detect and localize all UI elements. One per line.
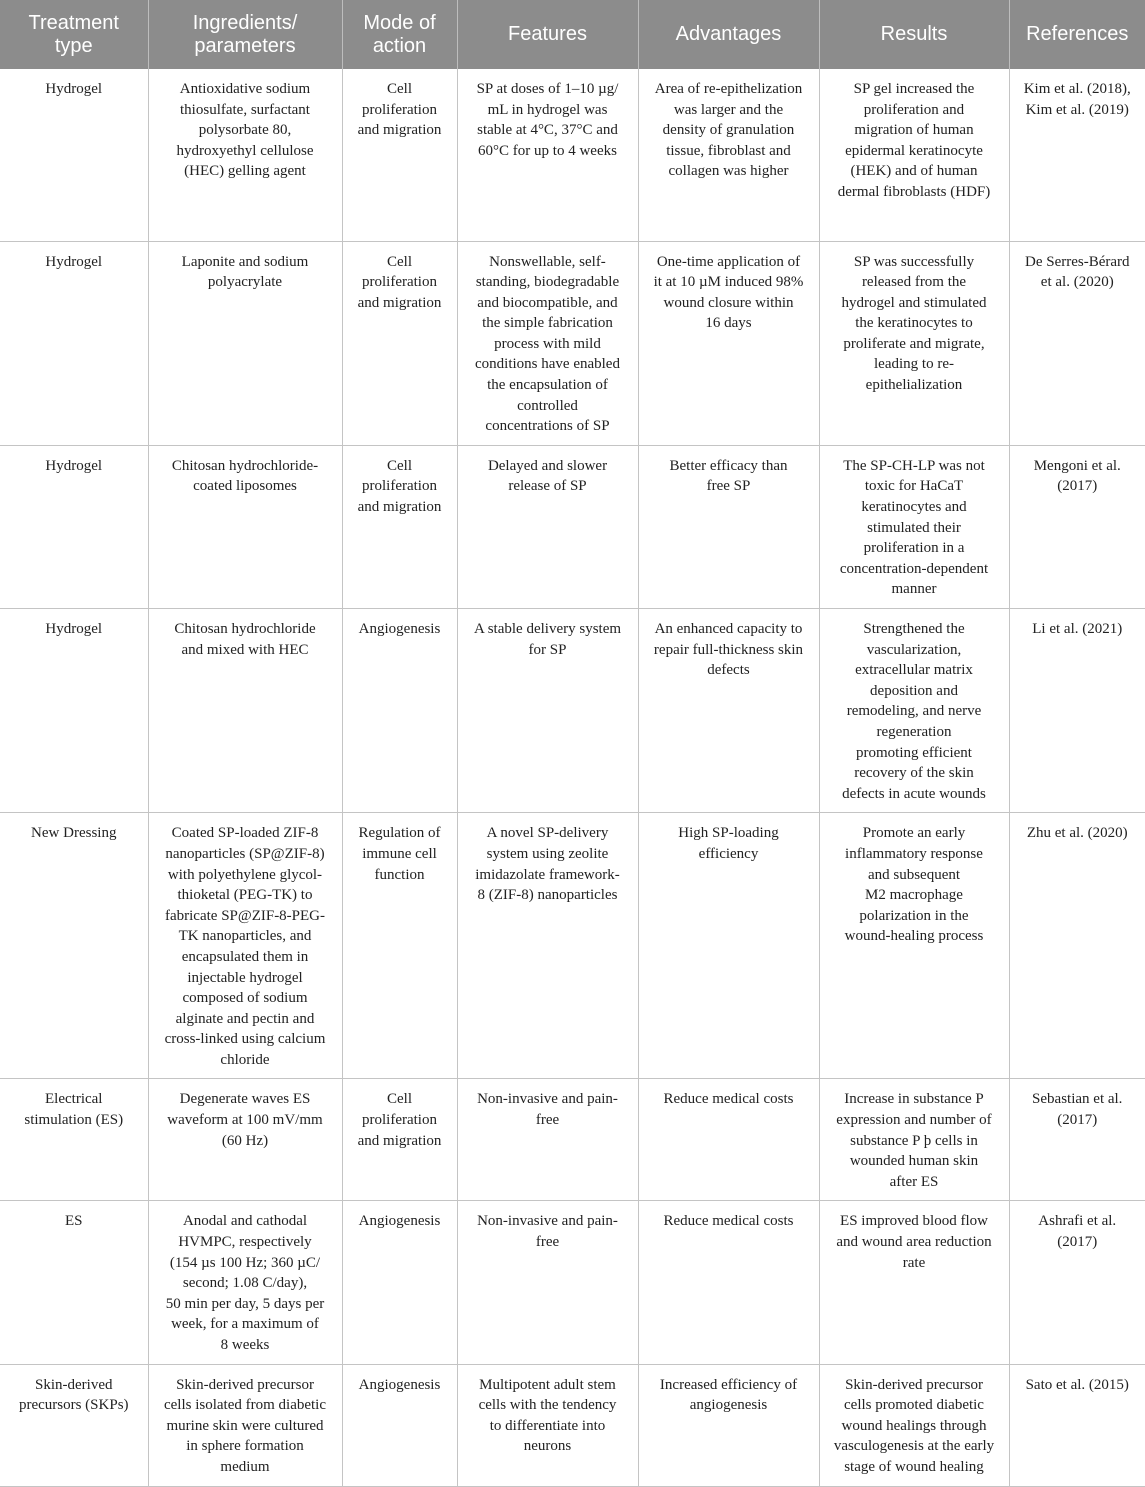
cell-treatment: New Dressing <box>0 813 148 1079</box>
cell-ingredients: Antioxidative sodium thiosulfate, surfactant polysorbate 80, hydroxyethyl cellulose (HEC) gelling agent <box>148 69 342 241</box>
cell-results: Strengthened the vascularization, extracellular matrix deposition and remodeling, and nerve regeneration promoting efficient recovery of the skin defects in acute wounds <box>819 609 1009 813</box>
cell-features: SP at doses of 1–10 µg/ mL in hydrogel was stable at 4°C, 37°C and 60°C for up to 4 weeks <box>457 69 638 241</box>
cell-mode: Angiogenesis <box>342 609 457 813</box>
header-advantages: Advantages <box>638 0 819 69</box>
cell-references: Sato et al. (2015) <box>1009 1364 1145 1486</box>
header-row <box>0 0 1145 69</box>
cell-features: Non-invasive and pain- free <box>457 1201 638 1364</box>
cell-mode: Cell proliferation and migration <box>342 241 457 445</box>
cell-references: Zhu et al. (2020) <box>1009 813 1145 1079</box>
cell-advantages: Reduce medical costs <box>638 1201 819 1364</box>
cell-results: Skin-derived precursor cells promoted diabetic wound healings through vasculogenesis at the early stage of wound healing <box>819 1364 1009 1486</box>
cell-treatment: Hydrogel <box>0 609 148 813</box>
cell-treatment: Hydrogel <box>0 69 148 241</box>
cell-results: SP was successfully released from the hydrogel and stimulated the keratinocytes to proliferate and migrate, leading to re- epithelialization <box>819 241 1009 445</box>
cell-references: Sebastian et al. (2017) <box>1009 1079 1145 1201</box>
cell-mode: Angiogenesis <box>342 1364 457 1486</box>
header-treatment-type: Treatment type <box>0 0 148 69</box>
header-ingredients: Ingredients/ parameters <box>148 0 342 69</box>
cell-treatment: Hydrogel <box>0 445 148 608</box>
cell-advantages: One-time application of it at 10 µM induced 98% wound closure within 16 days <box>638 241 819 445</box>
table-row <box>0 69 1145 241</box>
table-row <box>0 1201 1145 1364</box>
cell-mode: Cell proliferation and migration <box>342 69 457 241</box>
cell-advantages: Increased efficiency of angiogenesis <box>638 1364 819 1486</box>
header-features: Features <box>457 0 638 69</box>
header-references: References <box>1009 0 1145 69</box>
cell-features: A novel SP-delivery system using zeolite imidazolate framework- 8 (ZIF-8) nanoparticles <box>457 813 638 1079</box>
cell-results: Increase in substance P expression and number of substance P þ cells in wounded human skin after ES <box>819 1079 1009 1201</box>
cell-references: Li et al. (2021) <box>1009 609 1145 813</box>
cell-treatment: Electrical stimulation (ES) <box>0 1079 148 1201</box>
cell-references: De Serres-Bérard et al. (2020) <box>1009 241 1145 445</box>
cell-references: Mengoni et al. (2017) <box>1009 445 1145 608</box>
cell-features: Multipotent adult stem cells with the tendency to differentiate into neurons <box>457 1364 638 1486</box>
cell-results: SP gel increased the proliferation and migration of human epidermal keratinocyte (HEK) and of human dermal fibroblasts (HDF) <box>819 69 1009 241</box>
cell-advantages: Area of re-epithelization was larger and the density of granulation tissue, fibroblast and collagen was higher <box>638 69 819 241</box>
cell-treatment: Hydrogel <box>0 241 148 445</box>
header-mode-of-action: Mode of action <box>342 0 457 69</box>
cell-ingredients: Anodal and cathodal HVMPC, respectively (154 µs 100 Hz; 360 µC/ second; 1.08 C/day), 50 min per day, 5 days per week, for a maximum of 8 weeks <box>148 1201 342 1364</box>
table-row <box>0 813 1145 1079</box>
cell-ingredients: Chitosan hydrochloride- coated liposomes <box>148 445 342 608</box>
cell-results: The SP-CH-LP was not toxic for HaCaT keratinocytes and stimulated their proliferation in a concentration-dependent manner <box>819 445 1009 608</box>
table-row <box>0 1364 1145 1486</box>
header-results: Results <box>819 0 1009 69</box>
cell-advantages: Better efficacy than free SP <box>638 445 819 608</box>
cell-results: ES improved blood flow and wound area reduction rate <box>819 1201 1009 1364</box>
cell-ingredients: Skin-derived precursor cells isolated from diabetic murine skin were cultured in sphere formation medium <box>148 1364 342 1486</box>
cell-features: Non-invasive and pain- free <box>457 1079 638 1201</box>
cell-ingredients: Degenerate waves ES waveform at 100 mV/mm (60 Hz) <box>148 1079 342 1201</box>
table-row <box>0 241 1145 445</box>
cell-references: Ashrafi et al. (2017) <box>1009 1201 1145 1364</box>
cell-treatment: ES <box>0 1201 148 1364</box>
cell-references: Kim et al. (2018), Kim et al. (2019) <box>1009 69 1145 241</box>
cell-results: Promote an early inflammatory response and subsequent M2 macrophage polarization in the wound-healing process <box>819 813 1009 1079</box>
table-row <box>0 445 1145 608</box>
cell-ingredients: Coated SP-loaded ZIF-8 nanoparticles (SP@ZIF-8) with polyethylene glycol- thioketal (PEG-TK) to fabricate SP@ZIF-8-PEG- TK nanoparticles, and encapsulated them in injectable hydrogel composed of sodium alginate and pectin and cross-linked using calcium chloride <box>148 813 342 1079</box>
cell-treatment: Skin-derived precursors (SKPs) <box>0 1364 148 1486</box>
cell-mode: Cell proliferation and migration <box>342 1079 457 1201</box>
table-row <box>0 609 1145 813</box>
cell-advantages: Reduce medical costs <box>638 1079 819 1201</box>
cell-mode: Regulation of immune cell function <box>342 813 457 1079</box>
cell-ingredients: Laponite and sodium polyacrylate <box>148 241 342 445</box>
cell-features: Delayed and slower release of SP <box>457 445 638 608</box>
cell-advantages: High SP-loading efficiency <box>638 813 819 1079</box>
cell-ingredients: Chitosan hydrochloride and mixed with HEC <box>148 609 342 813</box>
cell-features: Nonswellable, self- standing, biodegradable and biocompatible, and the simple fabrication process with mild conditions have enabled the encapsulation of controlled concentrations of SP <box>457 241 638 445</box>
cell-mode: Cell proliferation and migration <box>342 445 457 608</box>
cell-advantages: An enhanced capacity to repair full-thickness skin defects <box>638 609 819 813</box>
cell-features: A stable delivery system for SP <box>457 609 638 813</box>
cell-mode: Angiogenesis <box>342 1201 457 1364</box>
table-row <box>0 1079 1145 1201</box>
